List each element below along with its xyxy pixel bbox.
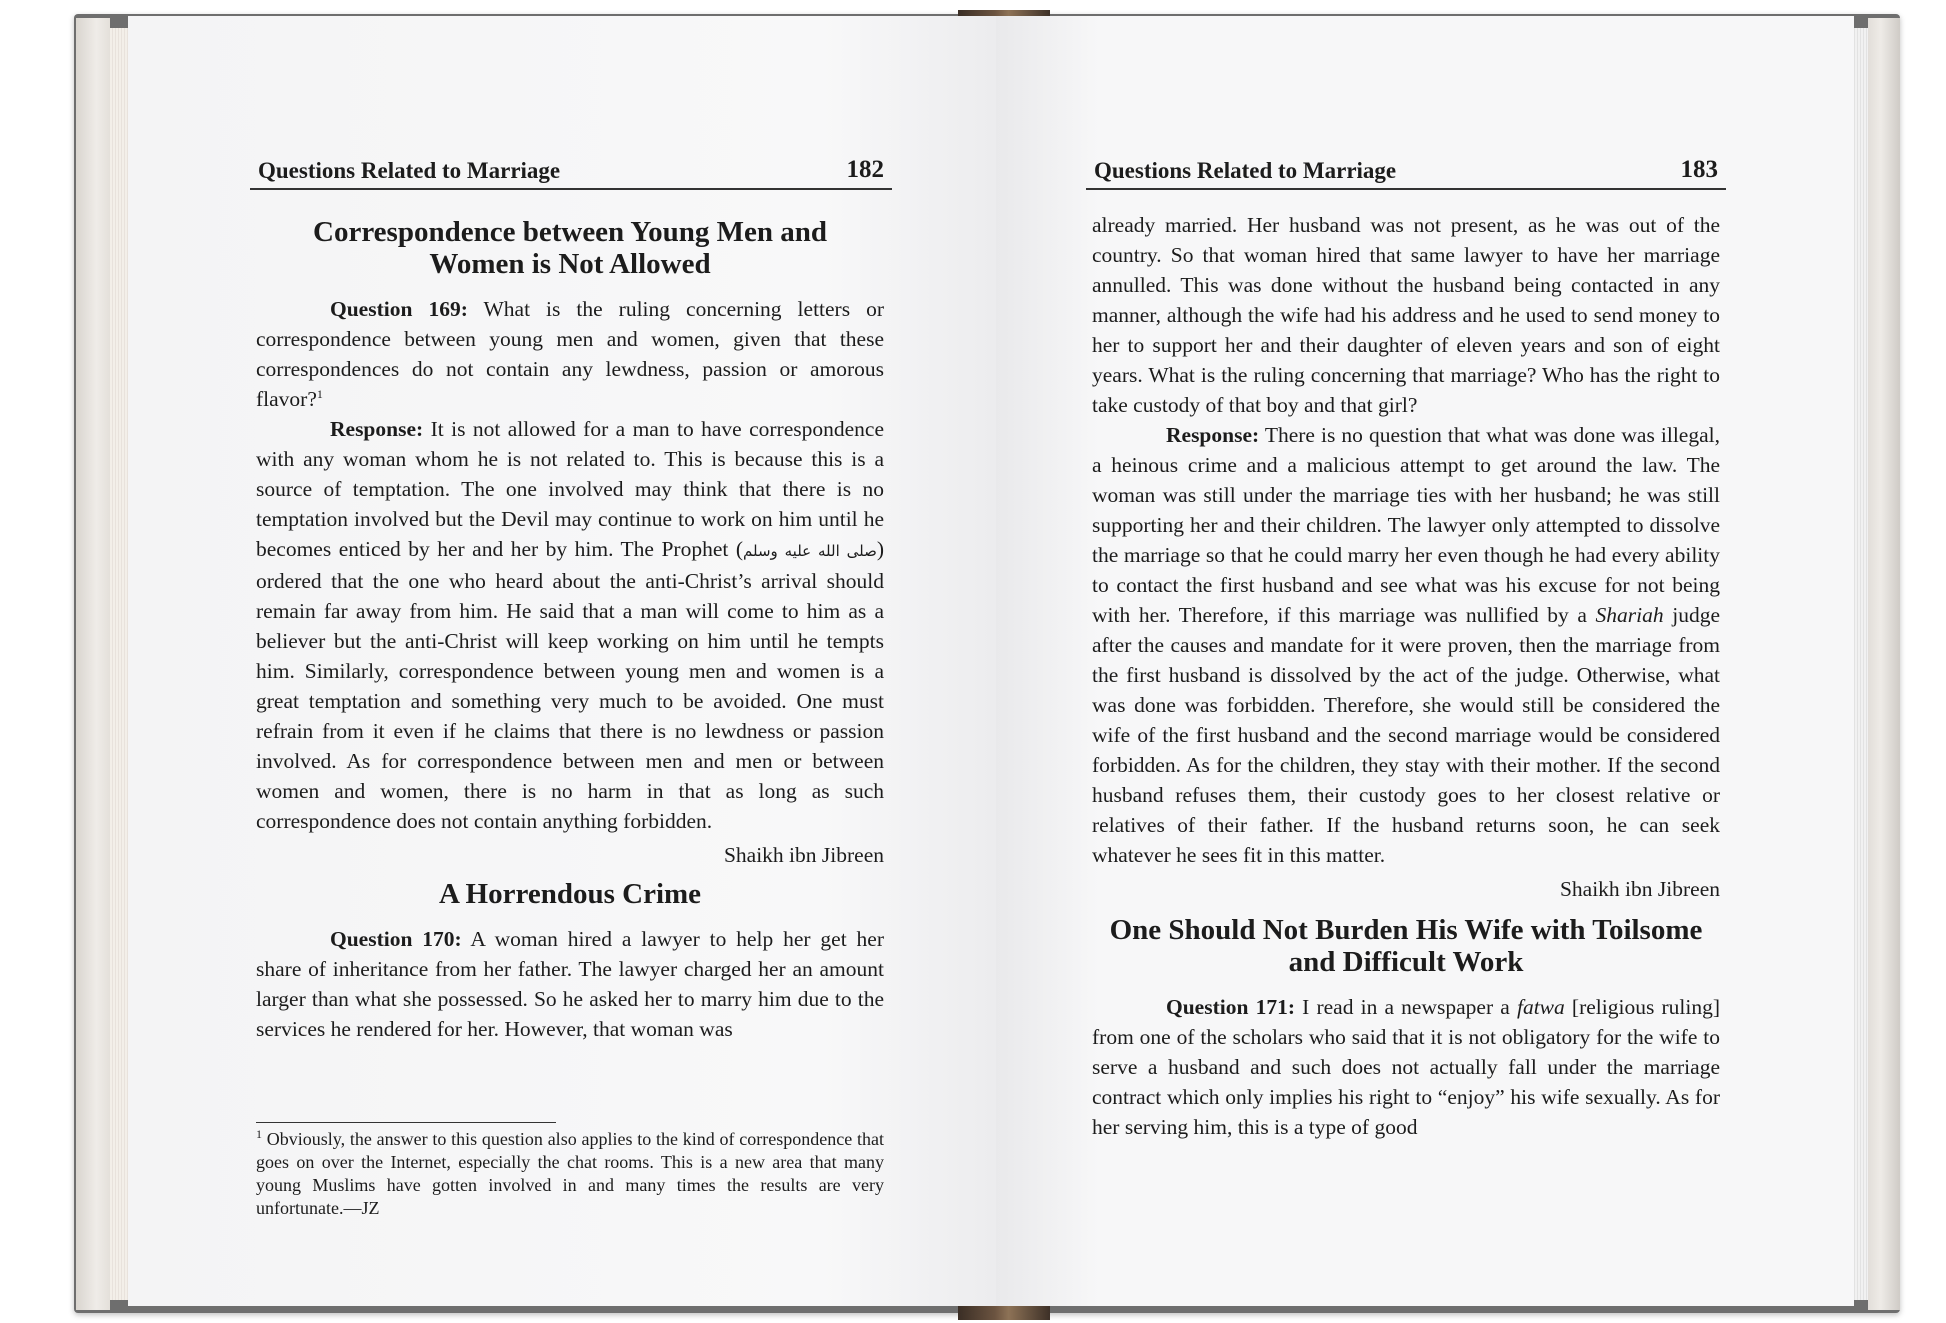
footnote xyxy=(256,1128,884,1220)
response-170-text-2: judge after the causes and mandate for it were proven, then the marriage from the first husband is dissolved by the act of the judge. Otherwise, what was done was forbidden. Therefore, she would still be considered the wife of the first husband and the second marriage would be considered forbidden. As for the children, they stay with their mother. If the second husband refuses them, their custody goes to her closest relative or relatives of their father. If the husband returns soon, he can seek whatever he sees fit in this matter. xyxy=(1092,603,1720,867)
honorific-arabic: صلى الله عليه وسلم xyxy=(743,542,877,560)
question-169-text: What is the ruling concerning letters or correspondence between young men and women, given that these correspondences do not contain any lewdness, passion or amorous flavor? xyxy=(256,297,885,411)
question-171-text-1: I read in a newspaper a xyxy=(1295,995,1517,1019)
section-heading-line1: Correspondence between Young Men and xyxy=(313,216,827,248)
footnote-ref: 1 xyxy=(316,386,323,401)
response-169 xyxy=(256,414,884,836)
response-169-text-1: It is not allowed for a man to have correspondence with any woman whom he is not related to. This is because this is a source of temptation. The one involved may think that there is no temptation involved but the Devil may continue to work on him until he becomes enticed by her and her by him. The Prophet ( xyxy=(256,417,884,561)
left-page-body xyxy=(256,204,884,1044)
right-page-body xyxy=(1092,210,1720,1142)
right-header-title: Questions Related to Marriage xyxy=(1094,158,1397,183)
question-171-label: Question 171: xyxy=(1166,995,1295,1019)
left-page xyxy=(128,16,996,1306)
shariah-term: Shariah xyxy=(1595,603,1664,627)
left-page-number: 182 xyxy=(846,156,884,183)
page-stack-right xyxy=(1852,28,1868,1300)
question-170-label: Question 170: xyxy=(330,927,462,951)
question-169 xyxy=(256,294,884,414)
signature-169: Shaikh ibn Jibreen xyxy=(723,843,884,867)
section-heading-line2: and Difficult Work xyxy=(1288,946,1524,978)
section-heading-correspondence xyxy=(256,216,884,280)
footnote-number: 1 xyxy=(256,1127,262,1141)
question-170-text: A woman hired a lawyer to help her get her share of inheritance from her father. The lawyer charged her an amount larger than what she possessed. So he asked her to marry him due to the services he rendered for her. However, that woman was xyxy=(256,927,884,1041)
cover-edge-left xyxy=(76,18,110,1310)
section-heading-line2: Women is Not Allowed xyxy=(429,248,711,280)
signature-170: Shaikh ibn Jibreen xyxy=(1559,877,1720,901)
question-170-continued: already married. Her husband was not present, as he was out of the country. So that woman hired that same lawyer to have her marriage annulled. This was done without the husband being contacted in any manner, although the wife had his address and he used to send money to her to support her and their daughter of eleven years and son of eight years. What is the ruling concerning that marriage? Who has the right to take custody of that boy and that girl? xyxy=(1092,213,1720,417)
response-170 xyxy=(1092,420,1720,870)
footnote-text: Obviously, the answer to this question also applies to the kind of correspondence that goes on over the Internet, especially the chat rooms. This is a new area that many young Muslims have gotten involved in and many times the results are very unfortunate.—JZ xyxy=(256,1129,884,1218)
response-label: Response: xyxy=(330,417,424,441)
right-page xyxy=(996,16,1854,1306)
question-171-text-2: [religious ruling] from one of the scholars who said that it is not obligatory for the wife to serve a husband and such does not actually fall under the marriage contract which only implies his right to “enjoy” his wife sexually. As for her serving him, this is a type of good xyxy=(1092,995,1720,1139)
footnote-rule xyxy=(256,1122,556,1123)
fatwa-term: fatwa xyxy=(1516,995,1565,1019)
response-170-text-1: There is no question that what was done was illegal, a heinous crime and a malicious attempt to get around the law. The woman was still under the marriage ties with her husband; he was still supporting her and their children. The lawyer only attempted to dissolve the marriage so that he could marry her even though he had every ability to contact the first husband and see what was his excuse for not being with her. Therefore, if this marriage was nullified by a xyxy=(1092,423,1720,627)
section-heading-line1: One Should Not Burden His Wife with Toilsome xyxy=(1109,914,1703,946)
right-running-header xyxy=(1086,156,1726,190)
question-170 xyxy=(256,924,884,1044)
left-header-title: Questions Related to Marriage xyxy=(258,158,561,183)
section-heading-toilsome-work xyxy=(1092,914,1720,978)
response-label: Response: xyxy=(1166,423,1260,447)
section-heading-horrendous-crime: A Horrendous Crime xyxy=(438,878,702,910)
right-page-number: 183 xyxy=(1680,156,1718,183)
response-169-text-2: ) ordered that the one who heard about the anti-Christ’s arrival should remain far away from him. He said that a man will come to him as a believer but the anti-Christ will keep working on him until he tempts him. Similarly, correspondence between young men and women is a great temptation and something very much to be avoided. One must refrain from it even if he claims that there is no lewdness or passion involved. As for correspondence between men and men or between women and women, there is no harm in that as long as such correspondence does not contain anything forbidden. xyxy=(256,537,884,833)
question-169-label: Question 169: xyxy=(330,297,468,321)
question-171 xyxy=(1092,992,1720,1142)
cover-edge-right xyxy=(1868,18,1900,1310)
left-running-header xyxy=(250,156,892,190)
